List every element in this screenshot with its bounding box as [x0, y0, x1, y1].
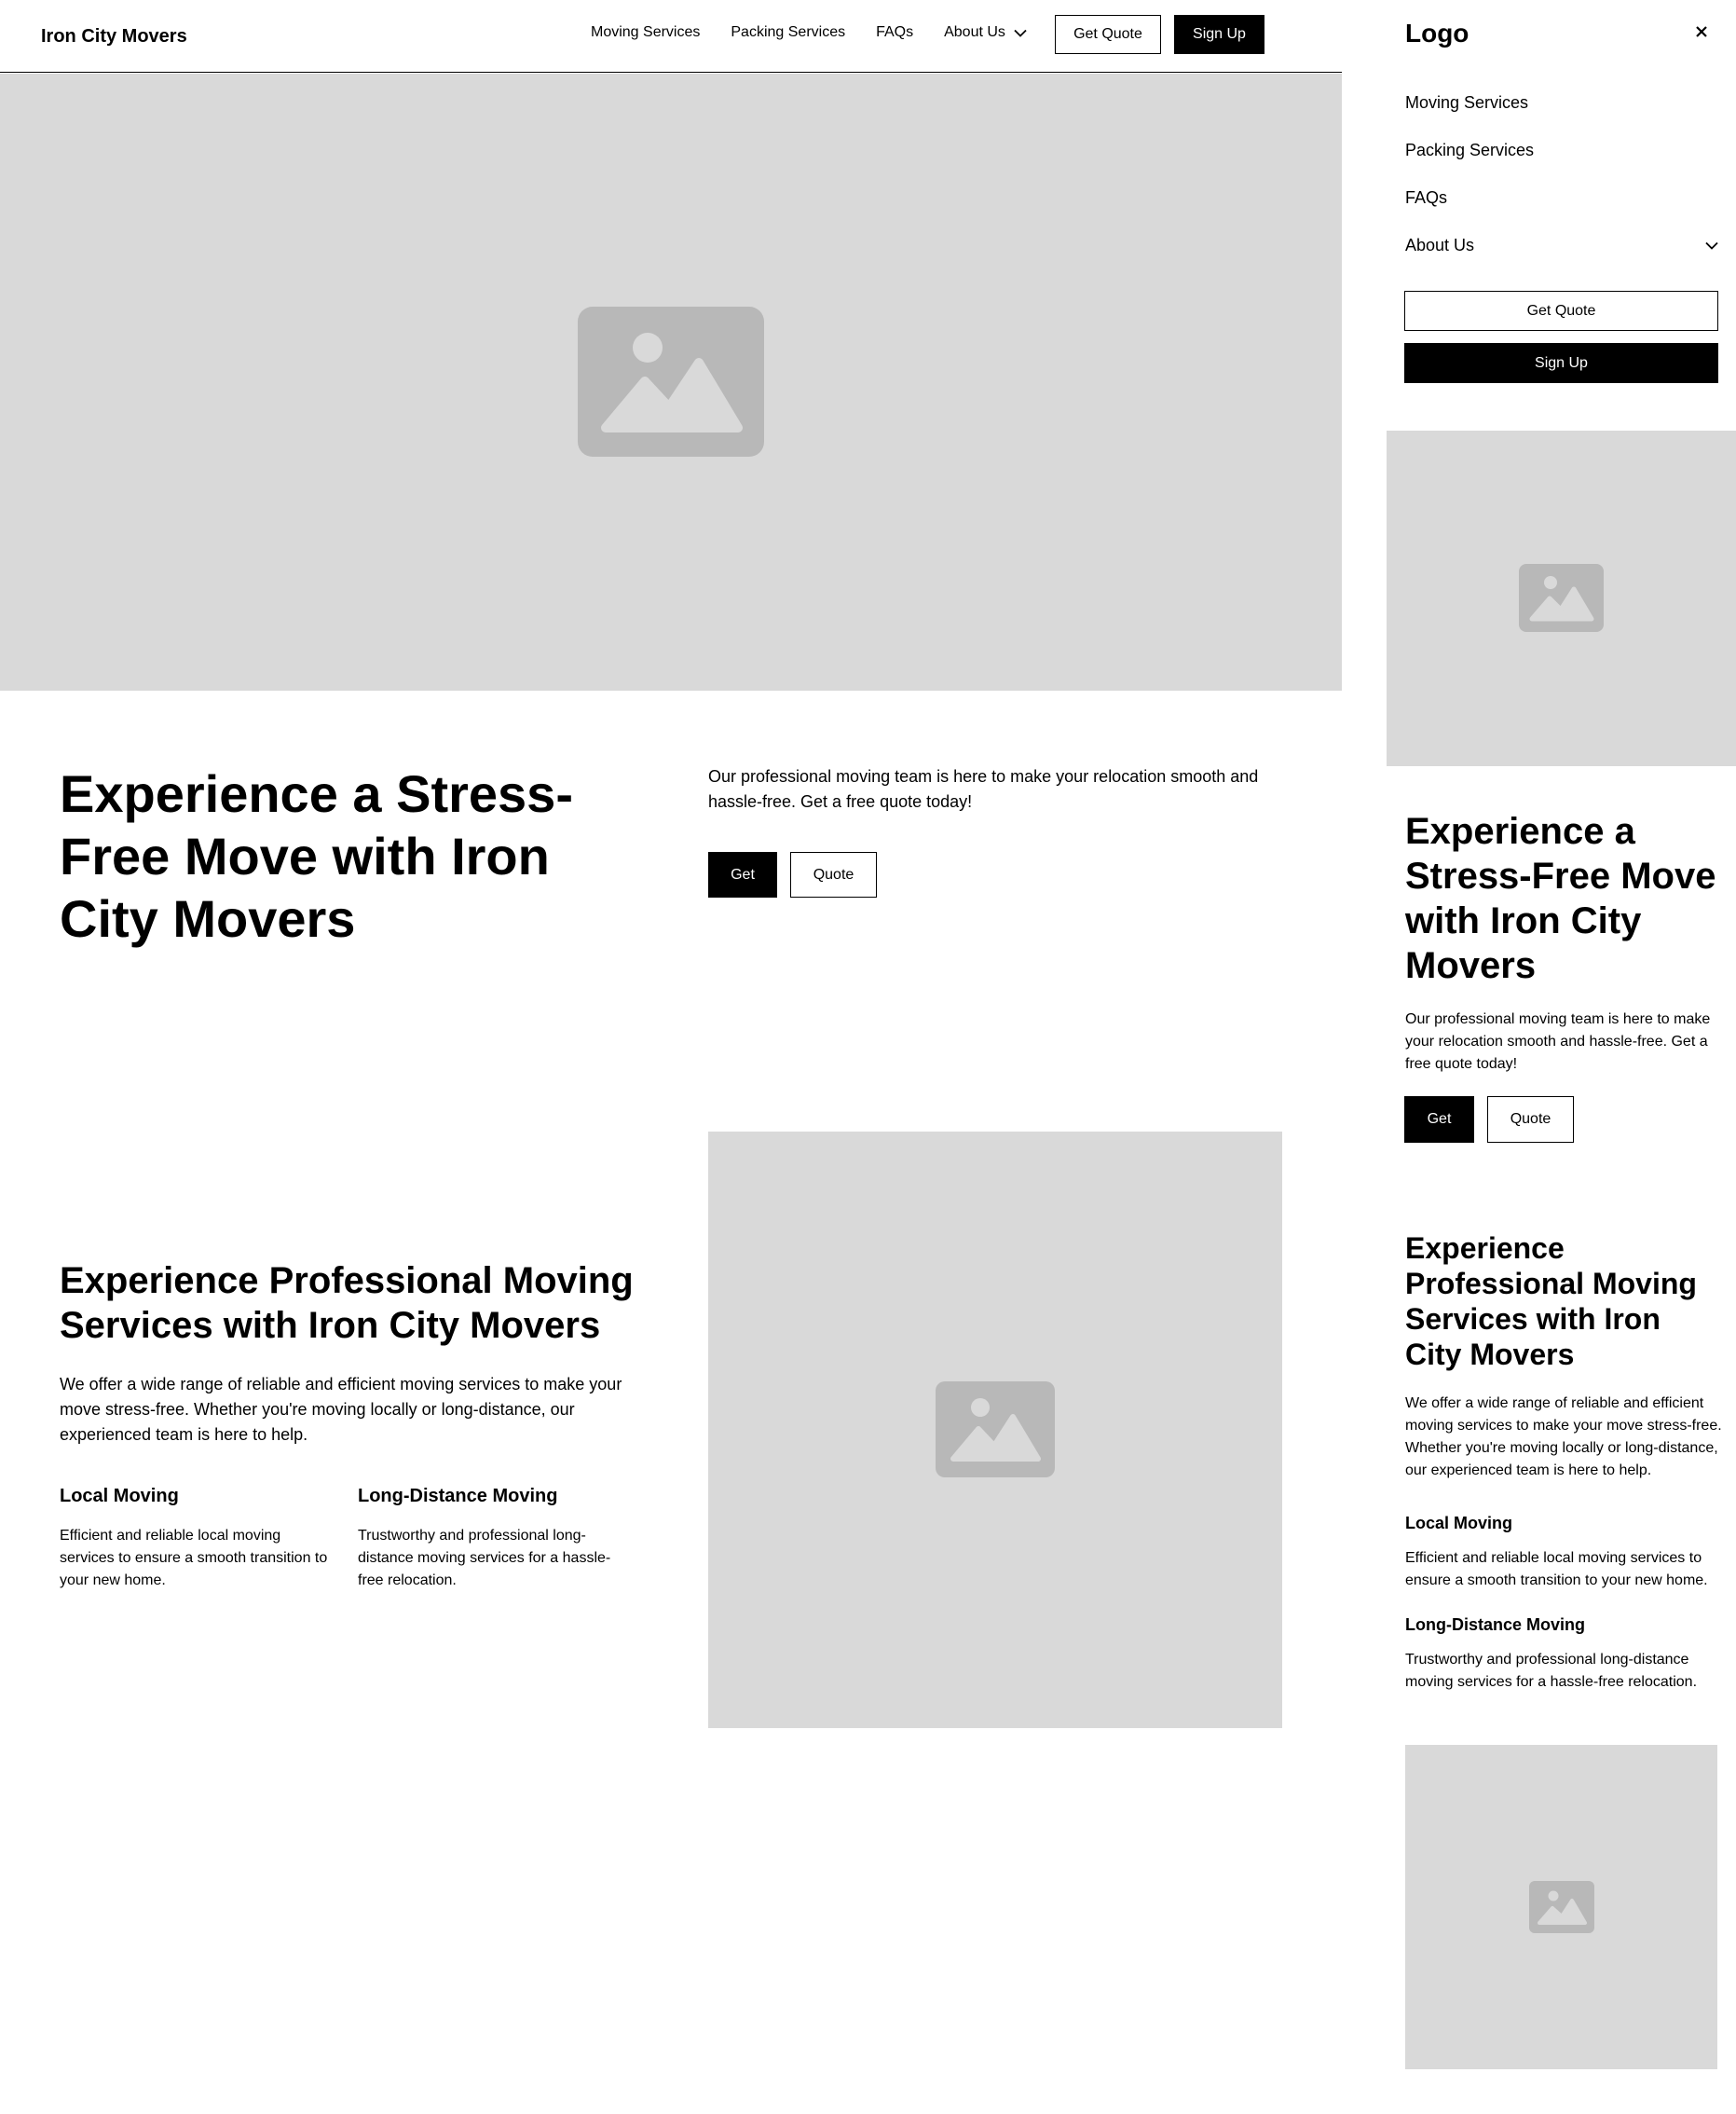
- brand-logo[interactable]: Iron City Movers: [41, 26, 187, 47]
- services-description: We offer a wide range of reliable and efficient moving services to make your move stress-free. Whether you're moving locally or long-distance, our experienced team is here to help.: [60, 1375, 622, 1444]
- mobile-menu-moving-services[interactable]: Moving Services: [1405, 93, 1529, 112]
- mobile-feature-title-local-moving: Local Moving: [1405, 1514, 1513, 1532]
- feature-title-local-moving: Local Moving: [60, 1486, 179, 1506]
- nav-dropdown-about-us[interactable]: [944, 24, 1027, 41]
- image-placeholder-icon: [1529, 1881, 1594, 1933]
- feature-text-long-distance: Trustworthy and professional long-distance moving services for a hassle-free relocation.: [358, 1528, 611, 1588]
- nav-links: [591, 24, 1027, 41]
- mobile-get-quote-button[interactable]: Get Quote: [1404, 291, 1718, 331]
- hero-get-button[interactable]: Get: [708, 852, 777, 898]
- get-quote-button[interactable]: Get Quote: [1055, 15, 1161, 54]
- image-placeholder-icon: [578, 307, 764, 457]
- mobile-hero-quote-button[interactable]: Quote: [1487, 1096, 1574, 1143]
- chevron-down-icon: [1014, 29, 1027, 37]
- chevron-down-icon: [1705, 241, 1718, 250]
- services-image: [708, 1132, 1282, 1728]
- mobile-feature-title-long-distance: Long-Distance Moving: [1405, 1615, 1585, 1634]
- hero-title: Experience a Stress-Free Move with Iron City Movers: [60, 764, 573, 948]
- mobile-services-image: [1405, 1745, 1717, 2069]
- hero-description: Our professional moving team is here to make your relocation smooth and hassle-free. Get a free quote today!: [708, 767, 1259, 811]
- hero-image: [0, 74, 1342, 691]
- mobile-sign-up-button[interactable]: Sign Up: [1404, 343, 1718, 383]
- nav-link-moving-services[interactable]: Moving Services: [591, 24, 701, 40]
- mobile-hero-image: [1387, 431, 1736, 766]
- mobile-hero-title: Experience a Stress-Free Move with Iron City Movers: [1405, 811, 1716, 986]
- mobile-feature-text-long-distance: Trustworthy and professional long-distance moving services for a hassle-free relocation.: [1405, 1652, 1698, 1690]
- mobile-logo[interactable]: Logo: [1405, 19, 1469, 48]
- navbar: [0, 0, 1342, 73]
- services-title: Experience Professional Moving Services with Iron City Movers: [60, 1260, 634, 1346]
- close-icon[interactable]: [1690, 21, 1713, 43]
- nav-about-label: About Us: [944, 24, 1005, 40]
- mobile-view: [1387, 0, 1736, 2114]
- image-placeholder-icon: [936, 1381, 1055, 1477]
- mobile-services-description: We offer a wide range of reliable and efficient moving services to make your move stress-free. Whether you're moving locally or long-distance, our experienced team is here to help.: [1405, 1395, 1722, 1478]
- mobile-menu-about-us[interactable]: [1405, 236, 1718, 255]
- mobile-hero-get-button[interactable]: Get: [1404, 1096, 1474, 1143]
- sign-up-button[interactable]: Sign Up: [1174, 15, 1264, 54]
- nav-link-packing-services[interactable]: Packing Services: [731, 24, 846, 40]
- mobile-feature-text-local-moving: Efficient and reliable local moving services to ensure a smooth transition to your new home.: [1405, 1550, 1708, 1588]
- mobile-about-label: About Us: [1405, 236, 1475, 254]
- feature-text-local-moving: Efficient and reliable local moving services to ensure a smooth transition to your new home.: [60, 1528, 328, 1588]
- hero-quote-button[interactable]: Quote: [790, 852, 877, 898]
- mobile-services-title: Experience Professional Moving Services with Iron City Movers: [1405, 1231, 1697, 1371]
- feature-title-long-distance: Long-Distance Moving: [358, 1486, 558, 1506]
- mobile-hero-description: Our professional moving team is here to make your relocation smooth and hassle-free. Get a free quote today!: [1405, 1011, 1711, 1072]
- image-placeholder-icon: [1519, 564, 1604, 632]
- mobile-menu-packing-services[interactable]: Packing Services: [1405, 141, 1535, 159]
- nav-link-faqs[interactable]: FAQs: [876, 24, 914, 40]
- mobile-menu-faqs[interactable]: FAQs: [1405, 188, 1448, 207]
